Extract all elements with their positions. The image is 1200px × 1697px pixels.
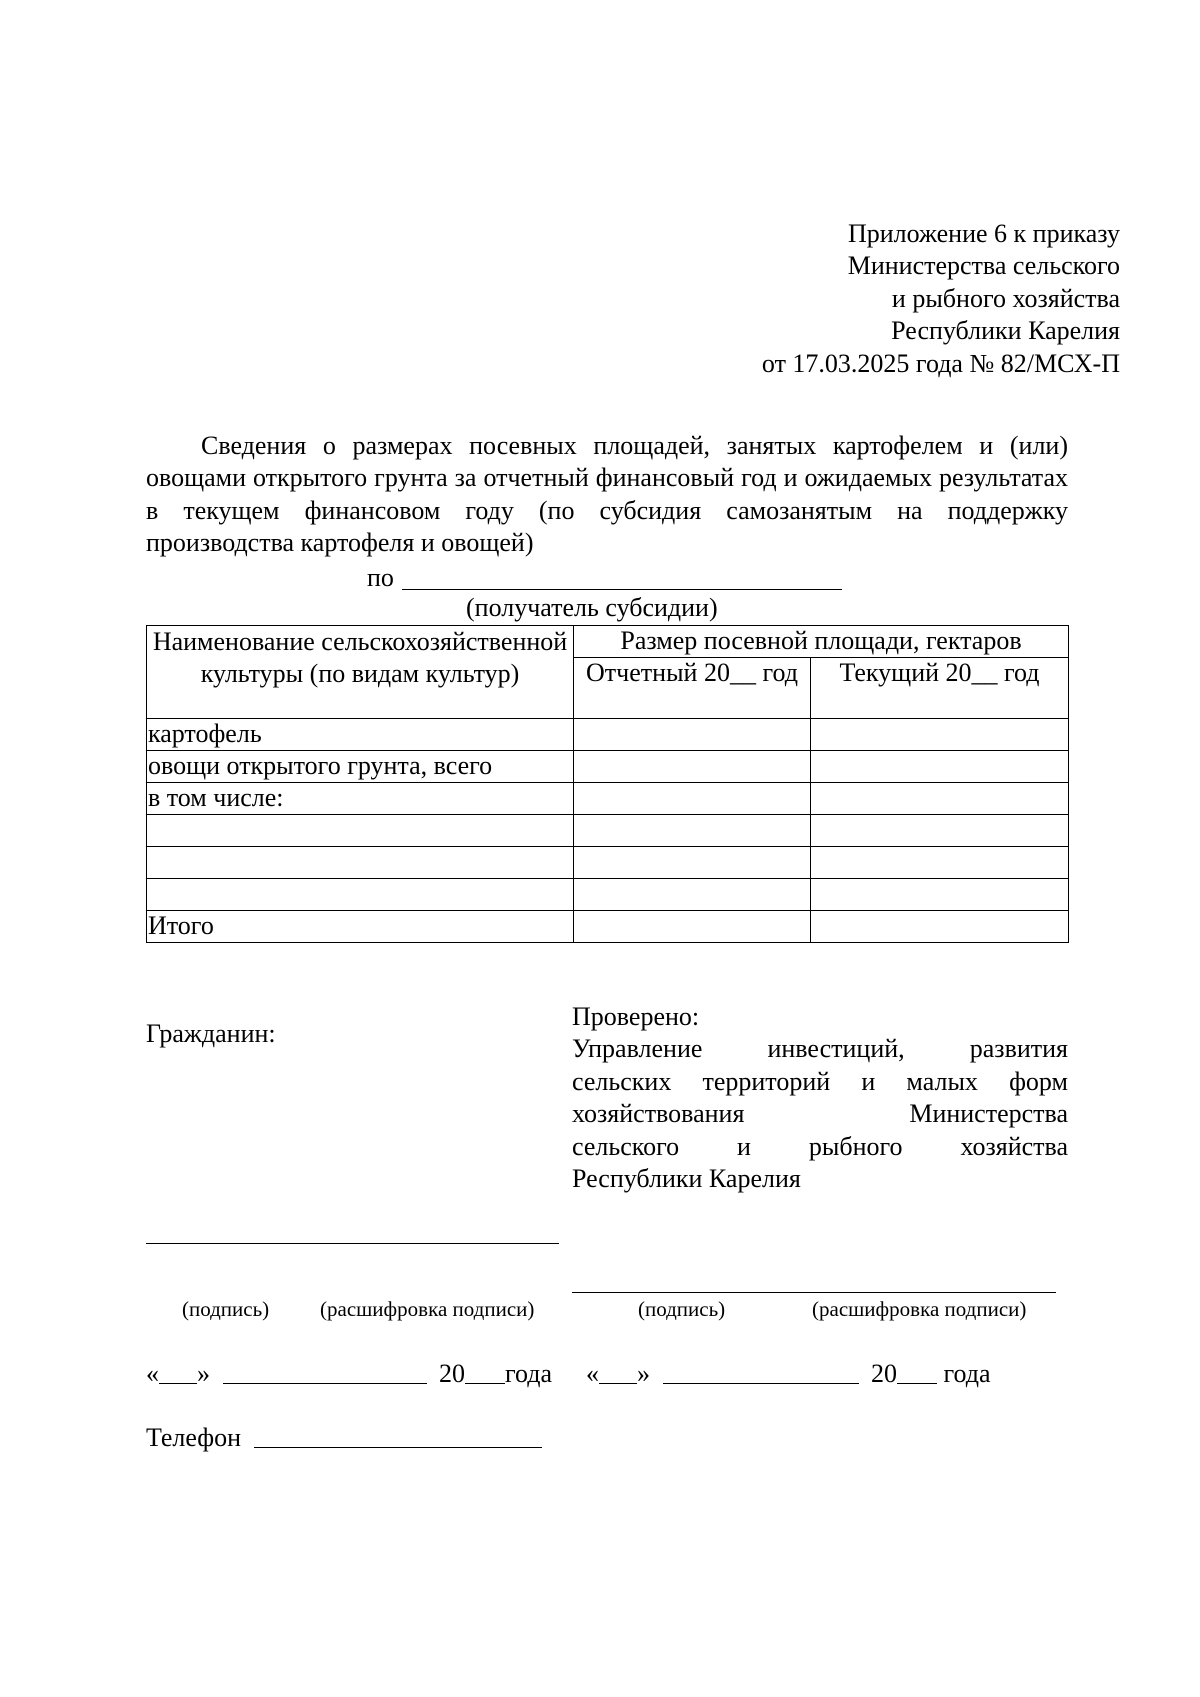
table-cell[interactable] [574,719,811,751]
table-cell[interactable] [574,847,811,879]
table-row [147,815,1069,847]
document-title [146,430,1068,560]
header-appendix-line: Приложение 6 к приказу [847,219,1120,248]
table-cell[interactable] [574,879,811,911]
row-label: картофель [147,719,574,751]
month-blank-field[interactable] [663,1359,859,1384]
reporting-year-header: Отчетный 20__ год [574,658,811,719]
ministry-signature-caption: (подпись) [638,1297,726,1321]
row-label[interactable] [147,815,574,847]
quote-close: » [637,1359,650,1388]
table-cell[interactable] [574,911,811,943]
citizen-label: Гражданин: [146,1019,276,1048]
checked-org-line: Республики Карелия [572,1164,801,1194]
year-blank-field[interactable] [897,1359,937,1384]
year-suffix: года [505,1359,553,1388]
table-cell[interactable] [811,879,1069,911]
table-cell[interactable] [811,815,1069,847]
table-row [147,847,1069,879]
day-blank-field[interactable] [159,1359,197,1384]
checked-org-line: сельского и рыбного хозяйства [572,1131,1068,1161]
checked-org-line: сельских территорий и малых форм [572,1066,1068,1096]
quote-open: « [586,1359,599,1388]
quote-open: « [146,1359,159,1388]
month-blank-field[interactable] [223,1359,427,1384]
quote-close: » [197,1359,210,1388]
checked-label: Проверено: [572,1002,700,1031]
phone-line [146,1422,542,1454]
po-label: по [367,563,394,592]
ministry-date-line [586,1358,991,1390]
checked-block [572,1001,1068,1195]
row-label[interactable] [147,879,574,911]
crop-name-header: Наименование сельскохозяйственной культуры (по видам культур) [147,626,574,719]
table-row [147,751,1069,783]
checked-org-line: Управление инвестиций, развития [572,1034,1068,1064]
citizen-decoding-caption: (расшифровка подписи) [320,1297,535,1321]
table-row [147,879,1069,911]
table-row [147,783,1069,815]
recipient-blank-field[interactable] [402,563,842,590]
row-label: в том числе: [147,783,574,815]
table-cell[interactable] [574,815,811,847]
table-cell[interactable] [574,783,811,815]
ministry-signature-line[interactable] [572,1292,1056,1293]
area-group-header: Размер посевной площади, гектаров [574,626,1069,658]
year-prefix: 20 [871,1359,897,1388]
phone-blank-field[interactable] [254,1423,542,1448]
citizen-signature-line[interactable] [146,1243,559,1244]
sown-area-table [146,625,1069,943]
header-ministry-line: Министерства сельского [847,251,1120,281]
header-ministry-line-2: и рыбного хозяйства [891,283,1120,313]
table-cell[interactable] [811,911,1069,943]
recipient-line [367,562,842,594]
current-year-header: Текущий 20__ год [811,658,1069,719]
recipient-caption: (получатель субсидии) [466,593,718,622]
year-prefix: 20 [439,1359,465,1388]
header-order-date-line: от 17.03.2025 года № 82/МСХ-П [761,348,1120,378]
table-row [147,911,1069,943]
citizen-date-line [146,1358,552,1390]
table-cell[interactable] [574,751,811,783]
row-label[interactable] [147,847,574,879]
table-cell[interactable] [811,751,1069,783]
day-blank-field[interactable] [599,1359,637,1384]
document-header [762,218,1120,380]
checked-org-line: хозяйствования Министерства [572,1099,1068,1129]
header-republic-line: Республики Карелия [891,316,1120,346]
table-cell[interactable] [811,783,1069,815]
row-label: овощи открытого грунта, всего [147,751,574,783]
phone-label: Телефон [146,1423,242,1452]
table-cell[interactable] [811,719,1069,751]
table-row [147,719,1069,751]
ministry-decoding-caption: (расшифровка подписи) [812,1297,1027,1321]
table-cell[interactable] [811,847,1069,879]
year-suffix: года [943,1359,991,1388]
document-title-text: Сведения о размерах посевных площадей, занятых картофелем и (или) овощами открытого грунта за отчетный финансовый год и ожидаемых результатах в текущем финансовом году (по субсидия самозанятым на поддержку производства картофеля и овощей) [146,431,1068,558]
citizen-signature-caption: (подпись) [182,1297,270,1321]
row-label-total: Итого [147,911,574,943]
year-blank-field[interactable] [465,1359,505,1384]
